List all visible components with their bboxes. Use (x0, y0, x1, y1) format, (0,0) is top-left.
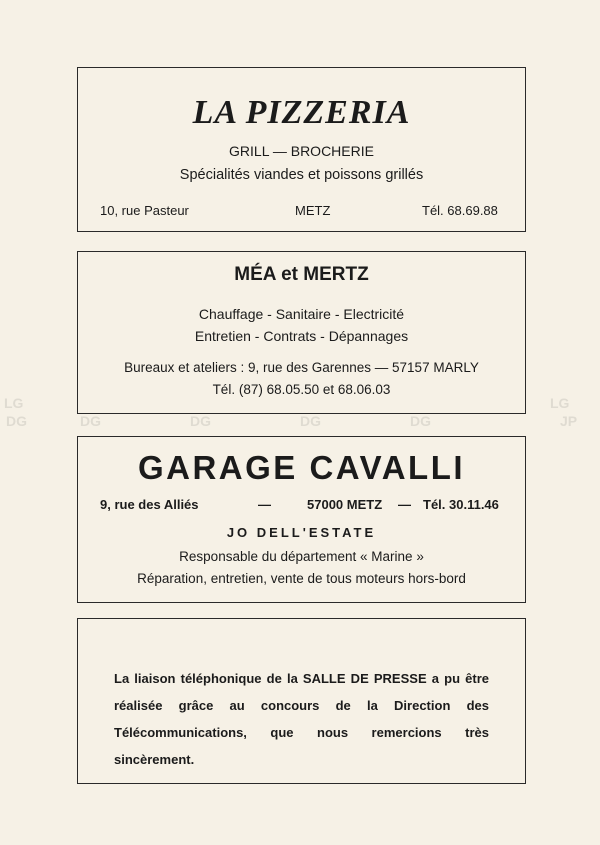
mea-title: MÉA et MERTZ (234, 264, 369, 285)
pizzeria-phone: Tél. 68.69.88 (422, 203, 498, 218)
pizzeria-tagline: Spécialités viandes et poissons grillés (179, 167, 424, 183)
mea-address: Bureaux et ateliers : 9, rue des Garennes — 57157 MARLY (124, 360, 479, 375)
notice-text: La liaison téléphonique de la SALLE DE PRESSE a pu être réalisée grâce au concours de la Direction des Télécommunications, que nous remercions très sincèrement. (114, 671, 489, 767)
garage-title: GARAGE CAVALLI (137, 449, 466, 486)
watermark-mark: DG (6, 413, 27, 429)
watermark-mark: DG (410, 413, 431, 429)
mea-maintenance: Entretien - Contrats - Dépannages (194, 328, 409, 344)
mea-phone: Tél. (87) 68.05.50 et 68.06.03 (212, 382, 391, 397)
garage-contact: JO DELL'ESTATE (226, 525, 377, 540)
watermark-mark: DG (300, 413, 321, 429)
mea-services: Chauffage - Sanitaire - Electricité (198, 306, 405, 322)
garage-role: Responsable du département « Marine » (179, 549, 424, 564)
garage-city: 57000 METZ (307, 497, 383, 512)
garage-phone: Tél. 30.11.46 (423, 497, 499, 512)
pizzeria-address: 10, rue Pasteur (100, 203, 189, 218)
ad-pizzeria (77, 67, 526, 232)
pizzeria-title: LA PIZZERIA (192, 94, 411, 131)
ad-garage-cavalli (77, 436, 526, 603)
pizzeria-city: METZ (295, 203, 331, 218)
ad-mea-mertz (77, 251, 526, 414)
garage-services: Réparation, entretien, vente de tous moteurs hors-bord (137, 571, 466, 586)
watermark-mark: DG (190, 413, 211, 429)
pizzeria-subtitle: GRILL — BROCHERIE (229, 143, 374, 159)
garage-dash: — (258, 497, 271, 512)
garage-dash: — (398, 497, 411, 512)
garage-address: 9, rue des Alliés (100, 497, 199, 512)
watermark-mark: LG (550, 395, 570, 411)
watermark-mark: JP (560, 413, 578, 429)
watermark-mark: DG (80, 413, 101, 429)
notice-box (77, 618, 526, 784)
watermark-mark: LG (4, 395, 24, 411)
